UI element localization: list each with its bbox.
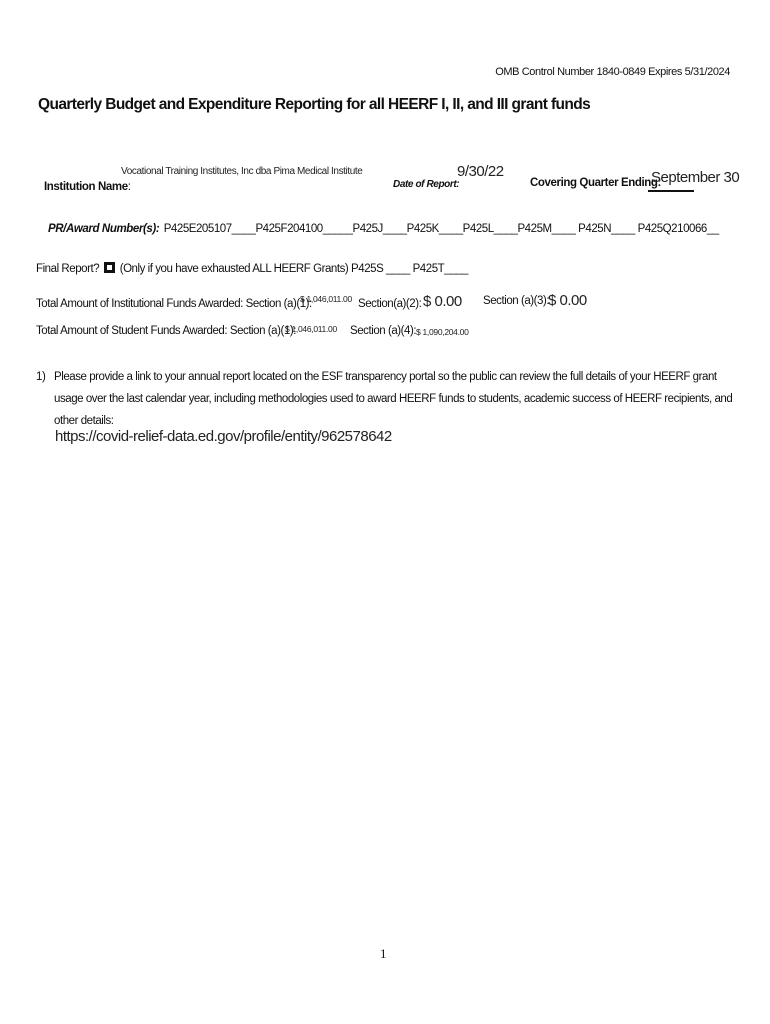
section-a3-label: Section (a)(3): xyxy=(483,295,550,307)
award-numbers-row xyxy=(48,219,719,237)
section-a4-field[interactable]: $ 1,090,204.00 xyxy=(416,327,469,337)
page-title: Quarterly Budget and Expenditure Reporting for all HEERF I, II, and III grant funds xyxy=(38,96,591,113)
date-of-report-field[interactable]: 9/30/22 xyxy=(457,163,504,180)
institution-name-colon: : xyxy=(127,181,131,193)
final-report-label: Final Report? xyxy=(36,263,100,275)
page-number: 1 xyxy=(380,946,387,961)
institutional-funds-label: Total Amount of Institutional Funds Awarded: Section (a)(1): xyxy=(36,298,312,310)
student-a1-field[interactable]: $ 1,046,011.00 xyxy=(285,324,337,334)
final-report-checkbox[interactable] xyxy=(104,262,115,273)
covering-quarter-underline xyxy=(648,190,694,192)
institutional-a1-field[interactable]: $ 1,046,011.00 xyxy=(300,294,352,304)
question-1-number: 1) xyxy=(36,371,46,383)
date-of-report-label: Date of Report: xyxy=(393,179,460,190)
covering-quarter-label: Covering Quarter Ending: xyxy=(530,177,661,189)
section-a3-field[interactable]: $ 0.00 xyxy=(548,292,587,309)
section-a4-label: Section (a)(4): xyxy=(350,325,417,337)
award-numbers-value[interactable]: P425E205107____P425F204100_____P425J____P425K____P425L____P425M____ P425N____ P425Q210066__ xyxy=(163,223,719,235)
award-numbers-label: PR/Award Number(s): xyxy=(48,223,160,235)
omb-control-number: OMB Control Number 1840-0849 Expires 5/31/2024 xyxy=(495,66,730,78)
institution-name-label-text: Institution Name xyxy=(44,181,128,193)
question-1-text: Please provide a link to your annual report located on the ESF transparency portal so the public can review the full details of your HEERF grant usage over the last calendar year, including methodologies used to award HEERF funds to students, academic success of HEERF recipients, and other details: xyxy=(54,371,733,427)
section-a2-label: Section(a)(2): xyxy=(358,298,422,310)
institution-name-field[interactable]: Vocational Training Institutes, Inc dba Pima Medical Institute xyxy=(121,166,363,177)
final-report-row xyxy=(36,262,468,275)
section-a2-field[interactable]: $ 0.00 xyxy=(423,293,462,310)
institution-name-label xyxy=(44,177,130,195)
annual-report-link-field[interactable]: https://covid-relief-data.ed.gov/profile/entity/962578642 xyxy=(55,428,392,445)
question-1 xyxy=(36,366,736,432)
covering-quarter-field[interactable]: September 30 xyxy=(651,169,740,186)
student-funds-label: Total Amount of Student Funds Awarded: Section (a)(1): xyxy=(36,325,296,337)
final-report-note: (Only if you have exhausted ALL HEERF Grants) P425S ____ P425T____ xyxy=(119,263,469,275)
